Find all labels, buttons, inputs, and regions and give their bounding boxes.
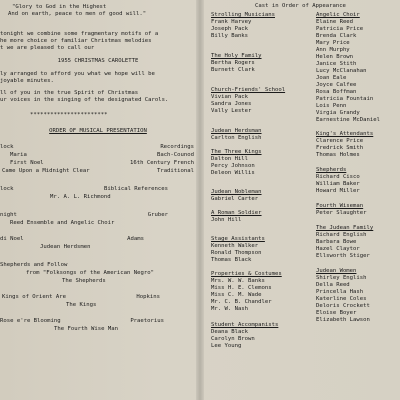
program-item: lock — [0, 144, 14, 150]
cast-group-heading: The Judean Family — [316, 225, 374, 231]
intro-line-3: t we are pleased to call our — [0, 45, 95, 51]
intro-line-5: joyable minutes. — [0, 78, 54, 84]
intro-line-4: ly arranged to afford you what we hope will be — [0, 71, 155, 77]
cast-group-heading: The Holy Family — [211, 53, 262, 59]
cast-group-heading: King's Attendants — [316, 131, 374, 137]
left-panel — [0, 0, 196, 400]
program-item-credit: Gruber — [147, 212, 168, 218]
cast-group-heading: Properties & Costumes — [211, 271, 282, 277]
program-item: Came Upon a Midnight Clear — [2, 168, 90, 174]
program-item-credit: Hopkins — [136, 294, 160, 300]
cast-member-name: Virgia Grandy — [316, 110, 360, 116]
cast-member-name: Thomas Black — [211, 257, 252, 263]
cast-member-name: Lois Penn — [316, 103, 347, 109]
cast-member-name: Vally Lester — [211, 108, 252, 114]
cast-member-name: Lee Young — [211, 343, 242, 349]
cast-member-name: Miss C. M. Wade — [211, 292, 262, 298]
cast-group-heading: Angelic Choir — [316, 12, 360, 18]
cast-member-name: Miss H. E. Clemons — [211, 285, 272, 291]
cast-panel — [205, 0, 400, 400]
cast-member-name: Joyce Calfee — [316, 82, 357, 88]
cast-group-heading: A Roman Soldier — [211, 210, 262, 216]
cast-member-name: Shirley English — [316, 275, 367, 281]
cast-group-heading: Student Accompanists — [211, 322, 279, 328]
cast-member-name: Deleon Willis — [211, 170, 255, 176]
intro-line-6: ll of you in the true Spirit of Christmas — [0, 90, 139, 96]
program-performer: The Fourth Wise Man — [54, 326, 118, 332]
cast-member-name: Fredrick Smith — [316, 145, 364, 151]
cast-member-name: Deloris Crockett — [316, 303, 370, 309]
carolette-title: 1955 CHRISTMAS CAROLETTE — [57, 58, 139, 64]
cast-member-name: Earnestine McDaniel — [316, 117, 380, 123]
cast-member-name: John Hill — [211, 217, 242, 223]
cast-member-name: Elaine Reed — [316, 19, 354, 25]
cast-group-heading: Shepherds — [316, 167, 347, 173]
cast-member-name: Ellsworth Stiger — [316, 253, 370, 259]
program-item: Maria — [10, 152, 27, 158]
cast-member-name: Richard Cisco — [316, 174, 360, 180]
order-heading: ORDER OF MUSICAL PRESENTATION — [49, 128, 147, 134]
quote-line-1: "Glory to God in the Highest — [12, 4, 107, 10]
cast-member-name: Vivian Pack — [211, 94, 249, 100]
quote-line-2: And on earth, peace to men of good will." — [8, 11, 147, 17]
cast-group-heading: Judean Nobleman — [211, 189, 262, 195]
program-performer: Judean Herdsmen — [40, 244, 91, 250]
cast-member-name: Katerline Coles — [316, 296, 367, 302]
divider-asterisks: *********************** — [30, 112, 108, 118]
cast-member-name: Hazel Claytor — [316, 246, 360, 252]
intro-line-7: ur voices in the singing of the designated Carols. — [0, 97, 169, 103]
program-item: night — [0, 212, 17, 218]
cast-member-name: Mrs. W. W. Banks — [211, 278, 265, 284]
program-performer: Reed Ensemble and Angelic Choir — [10, 220, 115, 226]
program-item: lock — [0, 186, 14, 192]
program-performer: The Shepherds — [62, 278, 106, 284]
cast-member-name: Patricia Price — [316, 26, 364, 32]
page-fold — [196, 0, 204, 400]
cast-member-name: Helen Brown — [316, 54, 354, 60]
cast-member-name: Princella Hash — [316, 289, 364, 295]
program-item-credit: 16th Century French — [130, 160, 194, 166]
cast-group-heading: Strolling Musicians — [211, 12, 275, 18]
cast-member-name: Patricia Fountain — [316, 96, 374, 102]
cast-member-name: Joan Eale — [316, 75, 347, 81]
cast-member-name: Barbara Bowe — [316, 239, 357, 245]
cast-member-name: Sandra Jones — [211, 101, 252, 107]
program-item-credit: Biblical References — [104, 186, 168, 192]
cast-group-heading: Church-Friends' School — [211, 87, 286, 93]
intro-line-1: tonight we combine some fragmentary motifs of a — [0, 31, 159, 37]
cast-group-heading: Judean Women — [316, 268, 357, 274]
program-item-credit: Recordings — [160, 144, 194, 150]
program-item: Shepherds and Follow — [0, 262, 68, 268]
program-item-credit: Adams — [127, 236, 144, 242]
cast-member-name: Joseph Pack — [211, 26, 249, 32]
cast-member-name: Carlton English — [211, 135, 262, 141]
cast-member-name: Carolyn Brown — [211, 336, 255, 342]
cast-member-name: Rosa Boffman — [316, 89, 357, 95]
cast-member-name: Peter Slaughter — [316, 210, 367, 216]
program-item: Kings of Orient Are — [2, 294, 66, 300]
cast-member-name: Lucy McClanahan — [316, 68, 367, 74]
cast-member-name: Dalton Hill — [211, 156, 249, 162]
cast-member-name: Janice Stith — [316, 61, 357, 67]
cast-member-name: Mary Price — [316, 40, 350, 46]
program-item-note: from "Folksongs of the American Negro" — [26, 270, 154, 276]
program-item: Rose e're Blooming — [0, 318, 61, 324]
cast-member-name: Bertha Rogers — [211, 60, 255, 66]
cast-member-name: Percy Johnson — [211, 163, 255, 169]
cast-member-name: Kenneth Walker — [211, 243, 259, 249]
cast-member-name: Mr. W. Nash — [211, 306, 249, 312]
cast-member-name: Eloise Boyer — [316, 310, 357, 316]
program-item: di Noel — [0, 236, 24, 242]
program-performer: Mr. A. L. Richmond — [50, 194, 111, 200]
cast-group-heading: Fourth Wiseman — [316, 203, 364, 209]
cast-member-name: Howard Miller — [316, 188, 360, 194]
intro-line-2: he more choice or familiar Christmas melodies — [0, 38, 152, 44]
cast-member-name: Thomas Holmes — [316, 152, 360, 158]
program-item-credit: Traditional — [156, 168, 194, 174]
cast-heading: Cast in Order of Appearance — [255, 3, 346, 9]
cast-member-name: Billy Banks — [211, 33, 249, 39]
cast-member-name: William Baker — [316, 181, 360, 187]
cast-member-name: Frank Harvey — [211, 19, 252, 25]
cast-group-heading: The Three Kings — [211, 149, 262, 155]
cast-member-name: Richard English — [316, 232, 367, 238]
cast-member-name: Ann Murphy — [316, 47, 350, 53]
cast-member-name: Mr. C. B. Chandler — [211, 299, 272, 305]
cast-member-name: Brenda Clark — [316, 33, 357, 39]
cast-group-heading: Stage Assistants — [211, 236, 265, 242]
program-performer: The Kings — [66, 302, 97, 308]
program-item-credit: Praetorius — [130, 318, 164, 324]
program-item-credit: Bach-Counod — [156, 152, 194, 158]
cast-member-name: Elizabeth Lawson — [316, 317, 370, 323]
program-item: First Noel — [10, 160, 44, 166]
cast-member-name: Della Reed — [316, 282, 350, 288]
cast-group-heading: Judean Herdsman — [211, 128, 262, 134]
cast-member-name: Deana Black — [211, 329, 249, 335]
cast-member-name: Gabriel Carter — [211, 196, 259, 202]
cast-member-name: Clarence Price — [316, 138, 364, 144]
cast-member-name: Burnett Clark — [211, 67, 255, 73]
cast-member-name: Ronald Thompson — [211, 250, 262, 256]
